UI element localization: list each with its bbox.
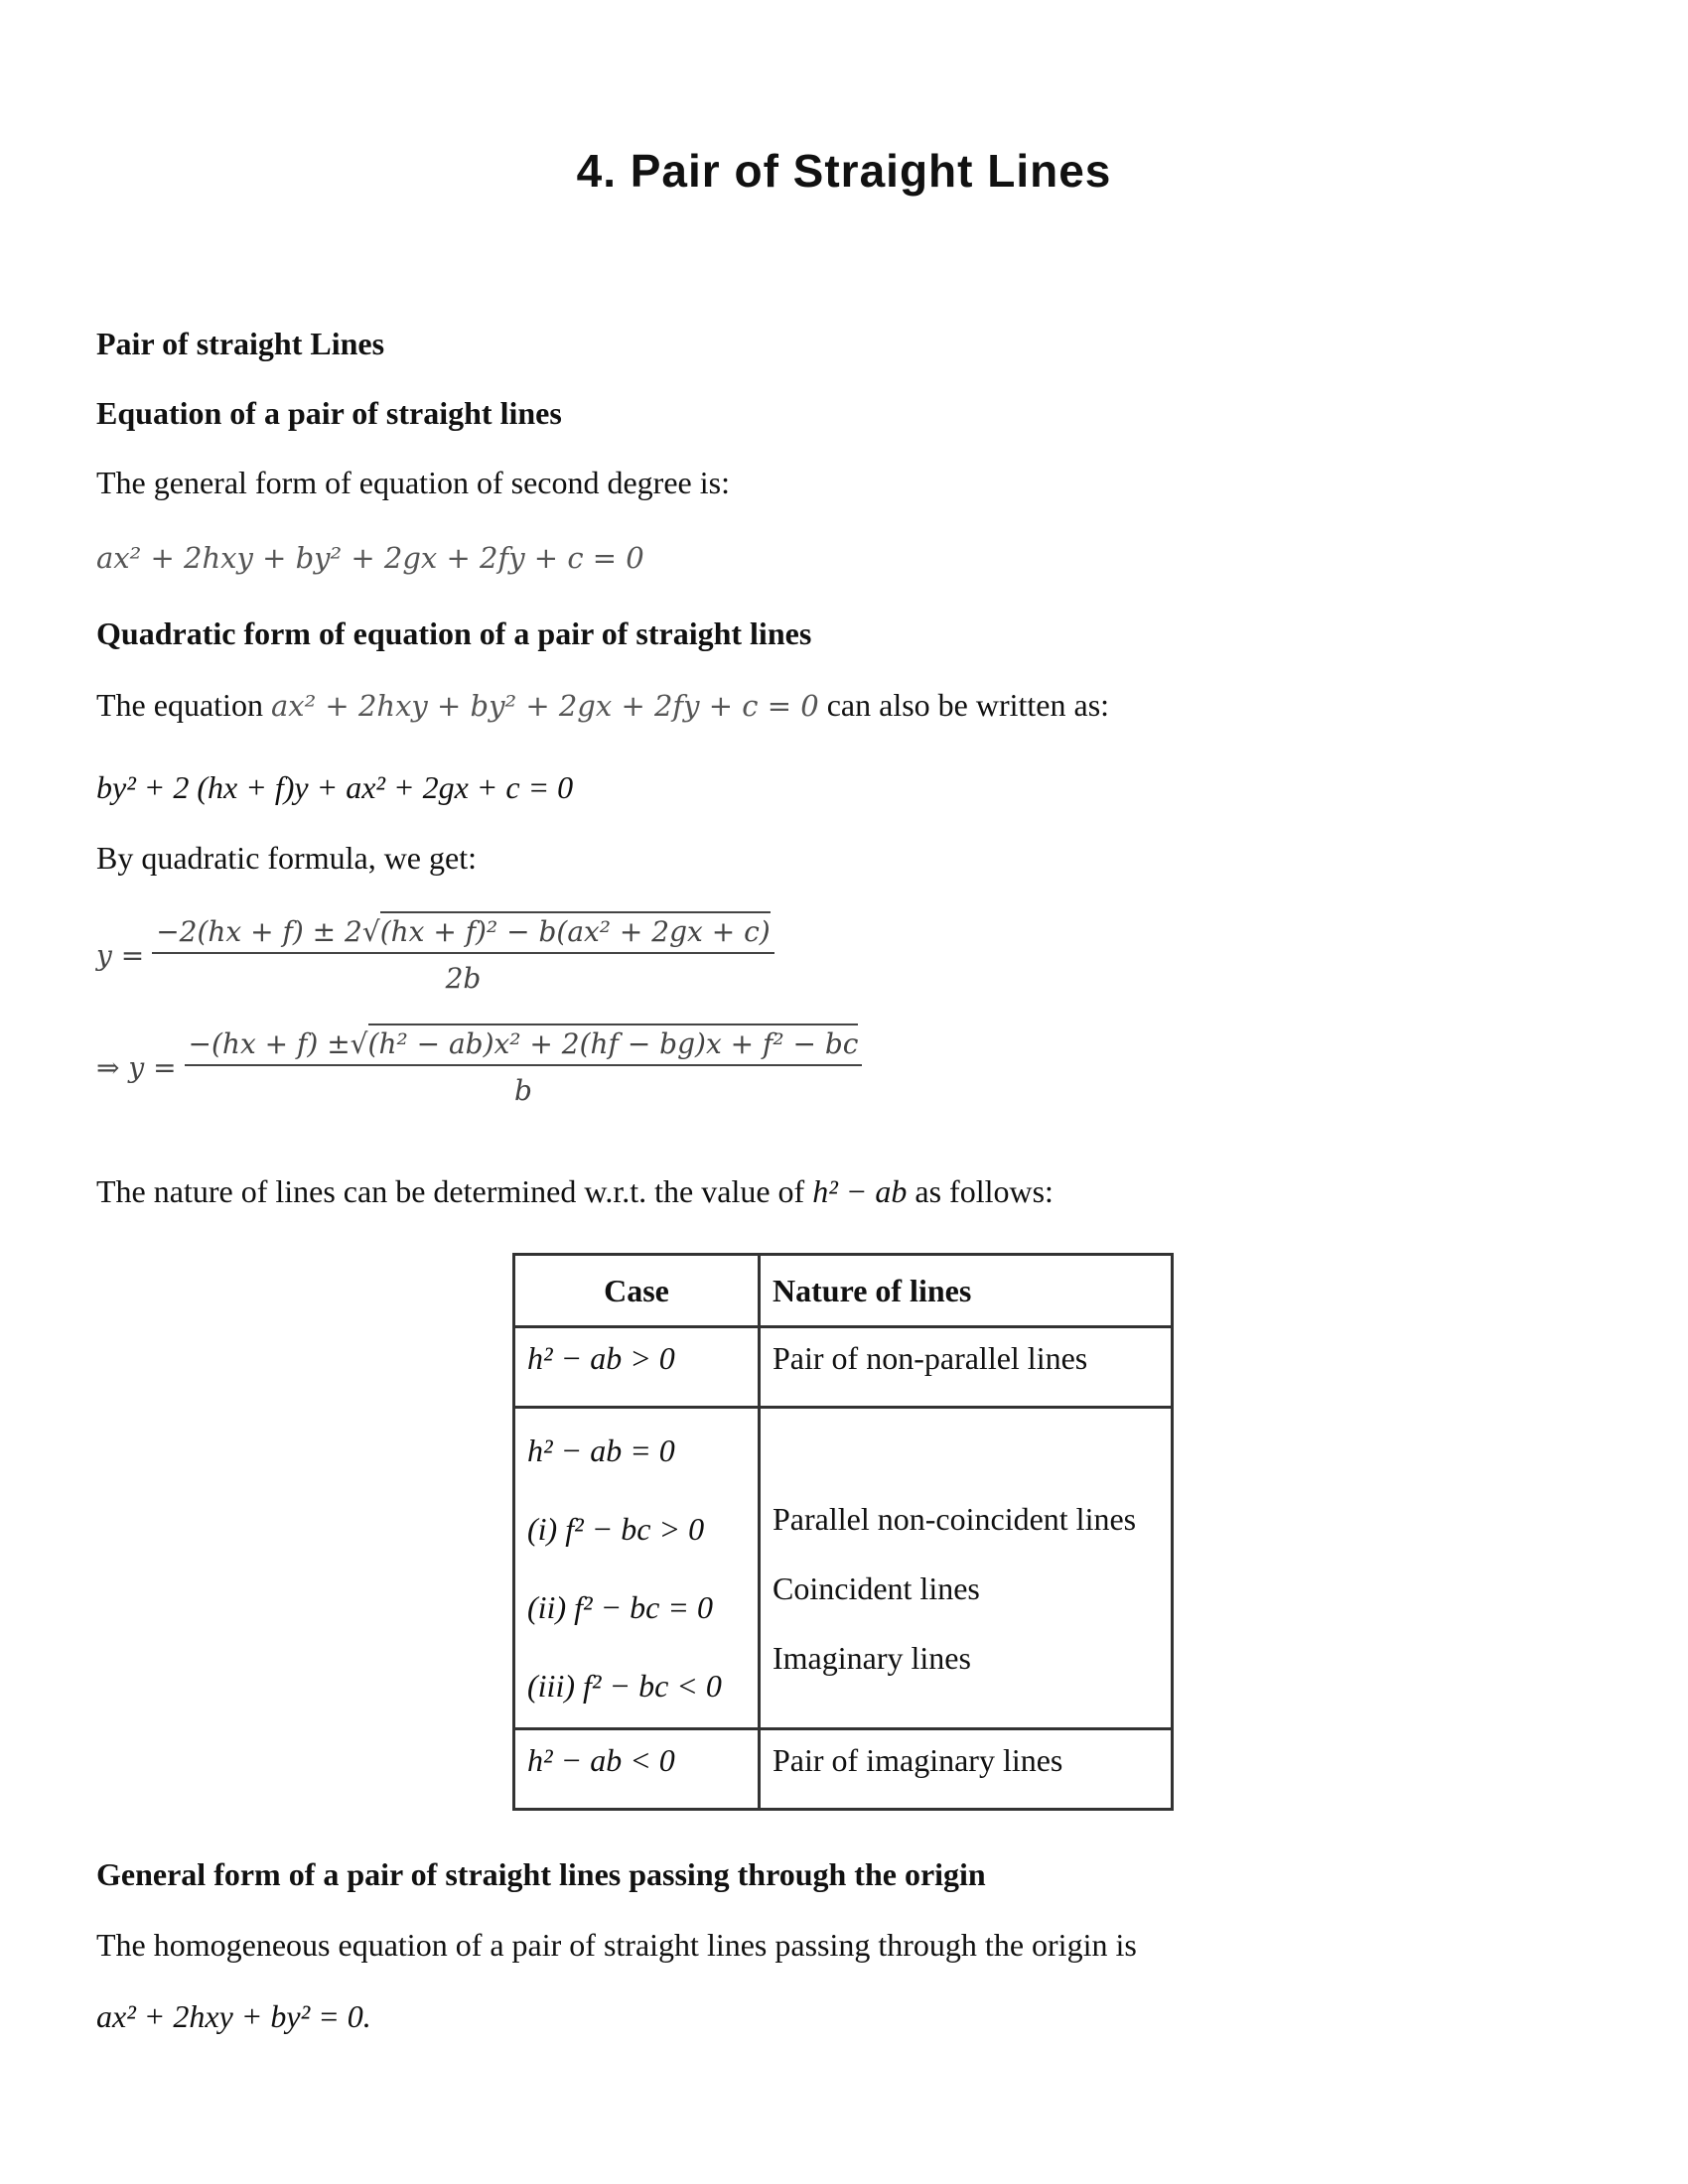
section-heading-quadratic-form: Quadratic form of equation of a pair of straight lines [96, 615, 812, 651]
nature-line: Coincident lines [773, 1570, 980, 1606]
formula-y-second [96, 1027, 862, 1107]
formula2-sqrt-argument: (h² − ab)x² + 2(hf − bg)x + f² − bc [368, 1024, 859, 1060]
section-heading-origin: General form of a pair of straight lines passing through the origin [96, 1856, 986, 1892]
formula1-numerator [152, 915, 774, 954]
homogeneous-equation: ax² + 2hxy + by² = 0. [96, 1998, 371, 2034]
quadratic-form-intro [96, 687, 1109, 724]
formula2-numerator [185, 1027, 863, 1066]
table-cell-case: h² − ab < 0 [514, 1729, 760, 1810]
sqrt-symbol: √ [361, 915, 380, 948]
formula1-fraction [152, 915, 774, 995]
formula2-fraction [185, 1027, 863, 1107]
case-condition: (i) f² − bc > 0 [527, 1511, 705, 1547]
formula2-lhs: ⇒ y = [96, 1050, 177, 1084]
case-condition: (ii) f² − bc = 0 [527, 1589, 713, 1625]
general-equation: ax² + 2hxy + by² + 2gx + 2fy + c = 0 [96, 541, 644, 575]
nature-line: Parallel non-coincident lines [773, 1501, 1137, 1537]
table-row [514, 1729, 1173, 1810]
formula1-sqrt-argument: (hx + f)² − b(ax² + 2gx + c) [380, 911, 771, 948]
table-cell-nature [760, 1408, 1173, 1729]
sqrt-symbol: √ [350, 1027, 368, 1060]
quadratic-intro-pre: The equation [96, 687, 263, 723]
general-form-intro: The general form of equation of second degree is: [96, 465, 730, 500]
quadratic-formula-intro: By quadratic formula, we get: [96, 840, 477, 876]
formula1-denominator: 2b [445, 962, 482, 995]
formula1-lhs: y = [96, 938, 145, 972]
section-heading-pair-of-lines: Pair of straight Lines [96, 326, 385, 361]
quadratic-intro-equation: ax² + 2hxy + by² + 2gx + 2fy + c = 0 [270, 689, 819, 723]
table-cell-case [514, 1408, 760, 1729]
table-cell-case: h² − ab > 0 [514, 1327, 760, 1408]
table-cell-nature: Pair of imaginary lines [760, 1729, 1173, 1810]
case-condition: h² − ab = 0 [527, 1433, 675, 1468]
nature-of-lines-table [512, 1253, 1174, 1811]
page-title: 4. Pair of Straight Lines [576, 145, 1112, 197]
nature-line: Imaginary lines [773, 1640, 971, 1676]
nature-intro-expression: h² − ab [812, 1173, 908, 1209]
table-header-case: Case [514, 1255, 760, 1327]
quadratic-intro-post: can also be written as: [826, 687, 1110, 723]
table-row [514, 1408, 1173, 1729]
formula1-numerator-pre: −2(hx + f) ± 2 [156, 915, 362, 948]
nature-intro-pre: The nature of lines can be determined w.r.t. the value of [96, 1173, 813, 1209]
formula2-denominator: b [514, 1074, 532, 1107]
homogeneous-intro: The homogeneous equation of a pair of straight lines passing through the origin is [96, 1927, 1137, 1963]
table-row [514, 1327, 1173, 1408]
nature-intro-post: as follows: [907, 1173, 1054, 1209]
case-condition: (iii) f² − bc < 0 [527, 1668, 722, 1704]
nature-intro [96, 1173, 1054, 1210]
table-header-nature: Nature of lines [760, 1255, 1173, 1327]
formula-y-first [96, 915, 774, 995]
section-heading-equation: Equation of a pair of straight lines [96, 395, 562, 431]
formula2-numerator-pre: −(hx + f) ± [188, 1027, 351, 1060]
table-cell-nature: Pair of non-parallel lines [760, 1327, 1173, 1408]
quadratic-form-equation: by² + 2 (hx + f)y + ax² + 2gx + c = 0 [96, 769, 574, 805]
table-header-row [514, 1255, 1173, 1327]
